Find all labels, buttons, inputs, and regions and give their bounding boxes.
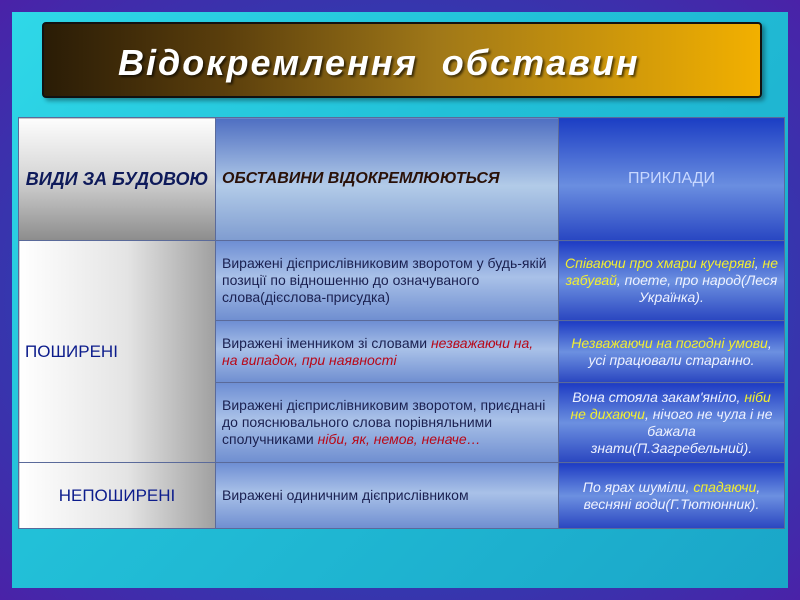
row3-example-highlight: ніби не дихаючи — [570, 388, 771, 422]
header-separated-circumstances: ОБСТАВИНИ ВІДОКРЕМЛЮЮТЬСЯ — [216, 118, 559, 241]
row4-example — [559, 463, 785, 529]
circumstances-table — [18, 117, 785, 529]
group-non-widespread: НЕПОШИРЕНІ — [19, 463, 216, 529]
row2-description-keywords: незважаючи на, на випадок, при наявності — [222, 334, 534, 368]
row3-description-keywords: ніби, як, немов, неначе… — [317, 431, 481, 447]
header-types-by-structure: ВИДИ ЗА БУДОВОЮ — [19, 118, 216, 241]
row1-example-text-2: , поете, про народ(Леся Українка). — [616, 272, 778, 305]
header-examples: ПРИКЛАДИ — [559, 118, 785, 241]
row2-description — [216, 321, 559, 383]
row1-example-text: , — [754, 255, 763, 271]
row4-example-text-2: , весняні води(Г.Тютюнник). — [583, 478, 761, 512]
title-banner — [42, 22, 762, 98]
row3-description-text: Виражені дієприслівниковим зворотом, приєднані до пояснювального слова порівняльними сполучниками — [222, 397, 546, 447]
row1-description: Виражені дієприслівниковим зворотом у будь-якій позиції по відношенню до означуваного слова(дієслова-присудка) — [216, 241, 559, 321]
row3-example-text: Вона стояла закам'яніло, — [572, 388, 745, 405]
row1-example-highlight-2: не забувай — [565, 255, 778, 288]
row1-example-highlight: Співаючи про хмари кучеряві — [565, 255, 755, 271]
slide-title: Відокремлення обставин — [118, 42, 640, 83]
row4-example-highlight: спадаючи — [693, 478, 757, 495]
row2-example-text: , усі працювали старанно. — [588, 334, 772, 368]
row3-example — [559, 383, 785, 463]
table-header-row — [19, 118, 785, 241]
row2-description-text: Виражені іменником зі словами — [222, 334, 431, 351]
row4-example-text: По ярах шуміли, — [582, 478, 694, 495]
row3-description — [216, 383, 559, 463]
row1-example — [559, 241, 785, 321]
table-row — [19, 463, 785, 529]
row2-example — [559, 321, 785, 383]
row3-example-text-2: , нічого не чула і не бажала знати(П.Загребельний). — [590, 405, 773, 456]
group-widespread: ПОШИРЕНІ — [19, 241, 216, 463]
row4-description: Виражені одиничним дієприслівником — [216, 463, 559, 529]
row2-example-highlight: Незважаючи на погодні умови — [571, 334, 768, 351]
table-row — [19, 241, 785, 321]
